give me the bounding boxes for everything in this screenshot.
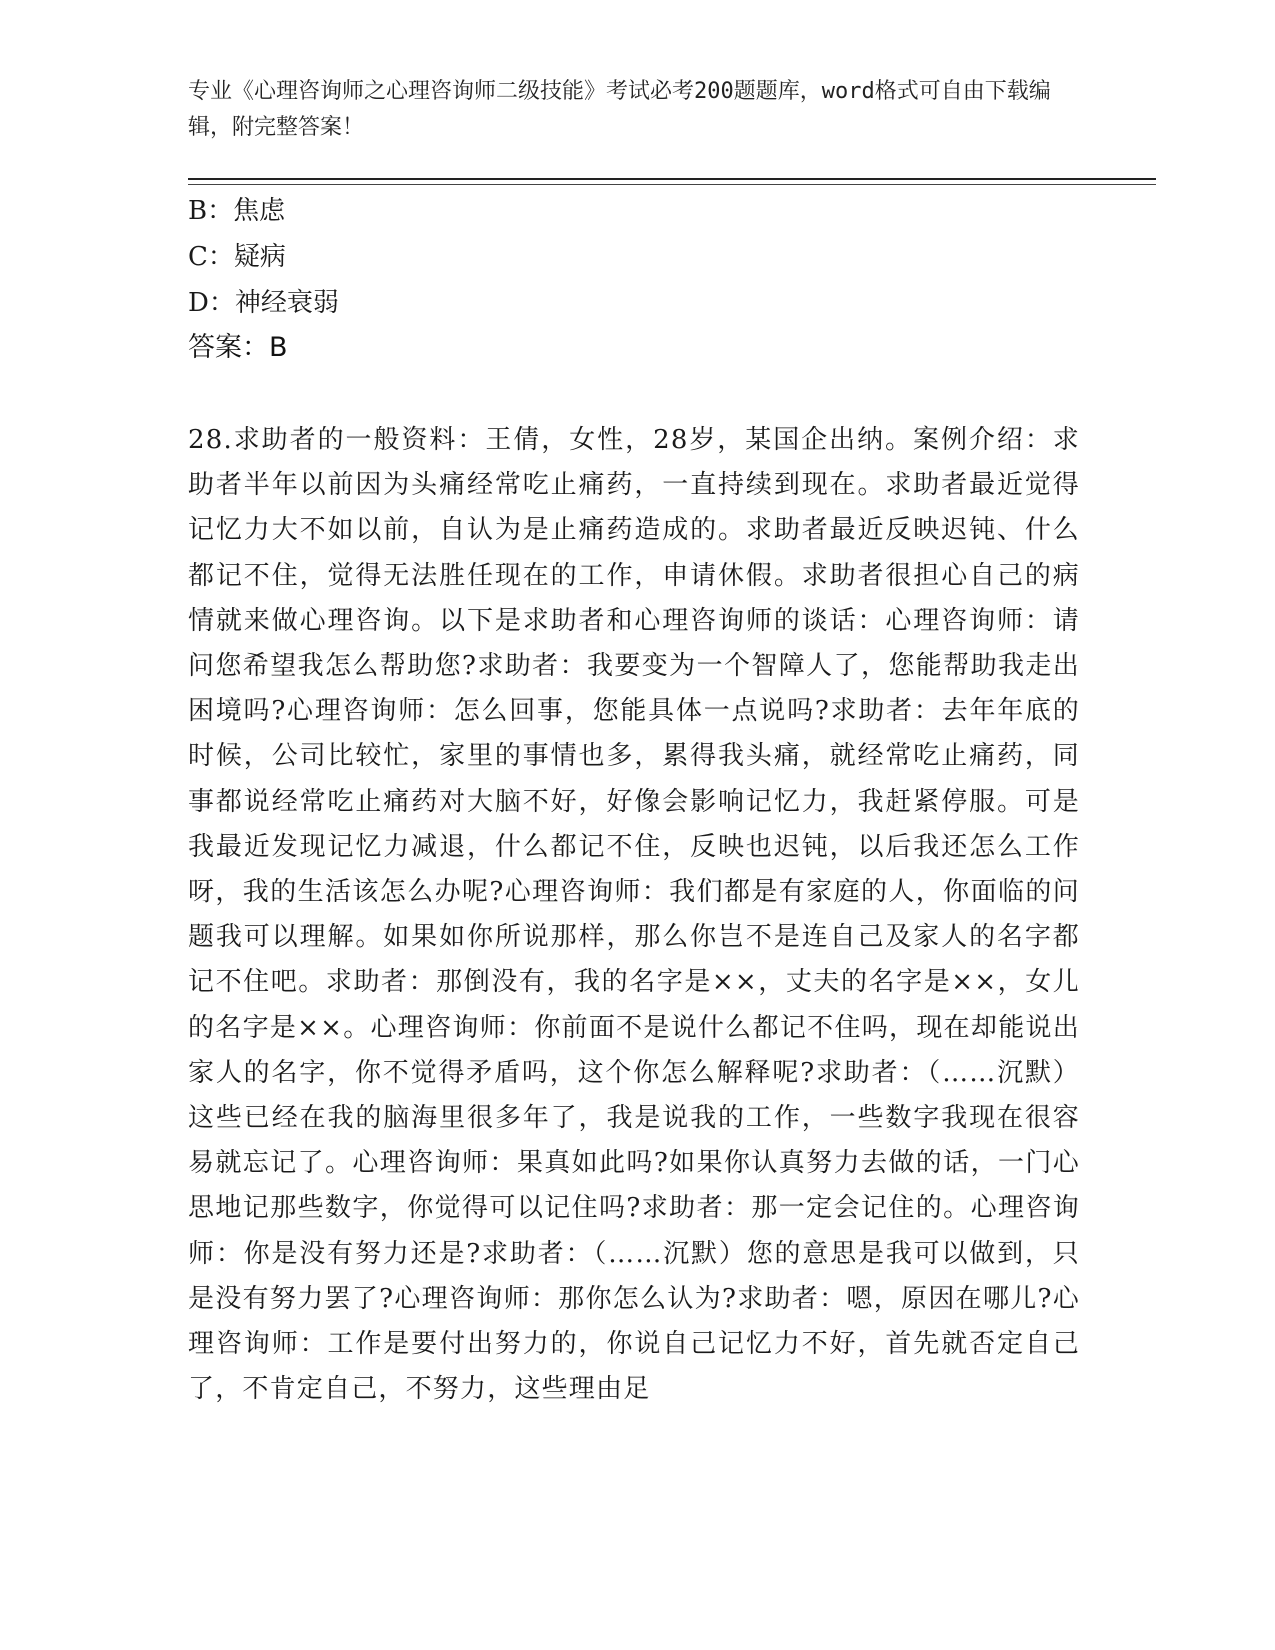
header-rule-thick — [188, 178, 1156, 180]
option-b: B：焦虑 — [188, 196, 286, 226]
header-rule-thin — [188, 184, 1156, 185]
option-d: D：神经衰弱 — [188, 288, 339, 318]
answer-line: 答案：B — [188, 332, 288, 363]
options-list — [188, 188, 1068, 326]
question-28-body: 28.求助者的一般资料：王倩，女性，28岁，某国企出纳。案例介绍：求助者半年以前因为头痛经常吃止痛药，一直持续到现在。求助者最近觉得记忆力大不如以前，自认为是止痛药造成的。求助者最近反映迟钝、什么都记不住，觉得无法胜任现在的工作，申请休假。求助者很担心自己的病情就来做心理咨询。以下是求助者和心理咨询师的谈话：心理咨询师：请问您希望我怎么帮助您?求助者：我要变为一个智障人了，您能帮助我走出困境吗?心理咨询师：怎么回事，您能具体一点说吗?求助者：去年年底的时候，公司比较忙，家里的事情也多，累得我头痛，就经常吃止痛药，同事都说经常吃止痛药对大脑不好，好像会影响记忆力，我赶紧停服。可是我最近发现记忆力减退，什么都记不住，反映也迟钝，以后我还怎么工作呀，我的生活该怎么办呢?心理咨询师：我们都是有家庭的人，你面临的问题我可以理解。如果如你所说那样，那么你岂不是连自己及家人的名字都记不住吧。求助者：那倒没有，我的名字是××，丈夫的名字是××，女儿的名字是××。心理咨询师：你前面不是说什么都记不住吗，现在却能说出家人的名字，你不觉得矛盾吗，这个你怎么解释呢?求助者：（……沉默）这些已经在我的脑海里很多年了，我是说我的工作，一些数字我现在很容易就忘记了。心理咨询师：果真如此吗?如果你认真努力去做的话，一门心思地记那些数字，你觉得可以记住吗?求助者：那一定会记住的。心理咨询师：你是没有努力还是?求助者：（……沉默）您的意思是我可以做到，只是没有努力罢了?心理咨询师：那你怎么认为?求助者：嗯，原因在哪儿?心理咨询师：工作是要付出努力的，你说自己记忆力不好，首先就否定自己了，不肯定自己，不努力，这些理由足 — [188, 425, 1080, 1405]
option-c: C：疑病 — [188, 242, 286, 272]
page-header: 专业《心理咨询师之心理咨询师二级技能》考试必考200题题库，word格式可自由下载编辑，附完整答案！ — [188, 79, 1051, 140]
